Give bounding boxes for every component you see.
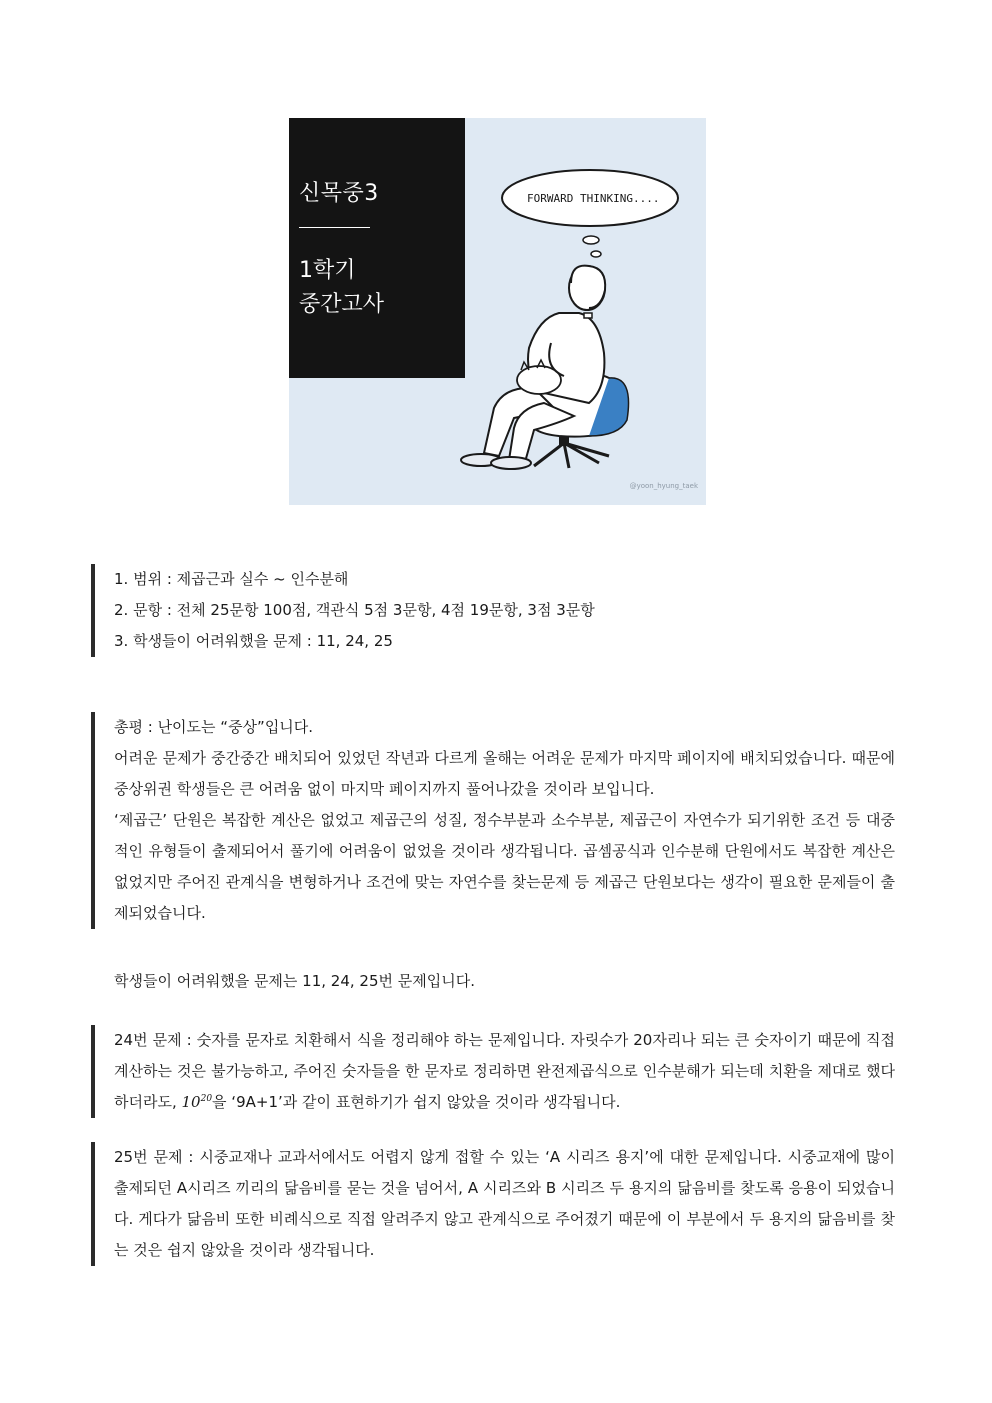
difficult-questions-line: 학생들이 어려워했을 문제는 11, 24, 25번 문제입니다. bbox=[114, 972, 475, 990]
question-25-block bbox=[91, 1142, 895, 1266]
power-exponent: 20 bbox=[200, 1094, 213, 1104]
question-24-block bbox=[91, 1025, 895, 1118]
question-24-text-after: 을 ‘9A+1’과 같이 표현하기가 쉽지 않았을 것이라 생각됩니다. bbox=[212, 1093, 621, 1111]
cover-image bbox=[289, 118, 706, 505]
illustration-credit: @yoon_hyung_taek bbox=[629, 482, 698, 490]
title-box bbox=[289, 118, 465, 378]
title-divider bbox=[299, 227, 370, 228]
review-paragraph-1: 어려운 문제가 중간중간 배치되어 있었던 작년과 다르게 올해는 어려운 문제가 마지막 페이지에 배치되었습니다. 때문에 중상위권 학생들은 큰 어려움 없이 마지막 페이지까지 풀어나갔을 것이라 보입니다. bbox=[114, 749, 895, 798]
exam-term: 1학기 bbox=[299, 258, 356, 283]
summary-range: 1. 범위 : 제곱근과 실수 ~ 인수분해 bbox=[114, 570, 349, 588]
review-block bbox=[91, 712, 895, 929]
power-expression bbox=[182, 1093, 213, 1111]
question-24-text bbox=[114, 1025, 895, 1118]
exam-title bbox=[299, 254, 384, 322]
exam-type: 중간고사 bbox=[299, 292, 385, 317]
question-25-text: 25번 문제 : 시중교재나 교과서에서도 어렵지 않게 접할 수 있는 ‘A 시리즈 용지’에 대한 문제입니다. 시중교재에 많이 출제되던 A시리즈 끼리의 닮음비를 묻는 것을 넘어서, A 시리즈와 B 시리즈 두 용지의 닮음비를 찾도록 응용이 되었습니다. 게다가 닮음비 또한 비례식으로 직접 알려주지 않고 관계식으로 주어졌기 때문에 이 부분에서 두 용지의 닮음비를 찾는 것은 쉽지 않았을 것이라 생각됩니다. bbox=[114, 1148, 895, 1259]
review-paragraph-2: ‘제곱근’ 단원은 복잡한 계산은 없었고 제곱근의 성질, 정수부분과 소수부분, 제곱근이 자연수가 되기위한 조건 등 대중적인 유형들이 출제되어서 풀기에 어려움이 없었을 것이라 생각됩니다. 곱셈공식과 인수분해 단원에서도 복잡한 계산은 없었지만 주어진 관계식을 변형하거나 조건에 맞는 자연수를 찾는문제 등 제곱근 단원보다는 생각이 필요한 문제들이 출제되었습니다. bbox=[114, 811, 895, 922]
question-24-text-before: 24번 문제 : 숫자를 문자로 치환해서 식을 정리해야 하는 문제입니다. 자릿수가 20자리나 되는 큰 숫자이기 때문에 직접 계산하는 것은 불가능하고, 주어진 숫자들을 한 문자로 정리하면 완전제곱식으로 인수분해가 되는데 치환을 제대로 했다 하더라도, bbox=[114, 1031, 895, 1111]
summary-difficult: 3. 학생들이 어려워했을 문제 : 11, 24, 25 bbox=[114, 632, 393, 650]
review-heading: 총평 : 난이도는 “중상”입니다. bbox=[114, 718, 314, 736]
power-base: 10 bbox=[181, 1093, 201, 1111]
summary-block bbox=[91, 564, 895, 657]
summary-questions: 2. 문항 : 전체 25문항 100점, 객관식 5점 3문항, 4점 19문항, 3점 3문항 bbox=[114, 601, 595, 619]
school-title: 신목중3 bbox=[299, 181, 379, 206]
thought-text: FORWARD THINKING.... bbox=[527, 192, 660, 205]
